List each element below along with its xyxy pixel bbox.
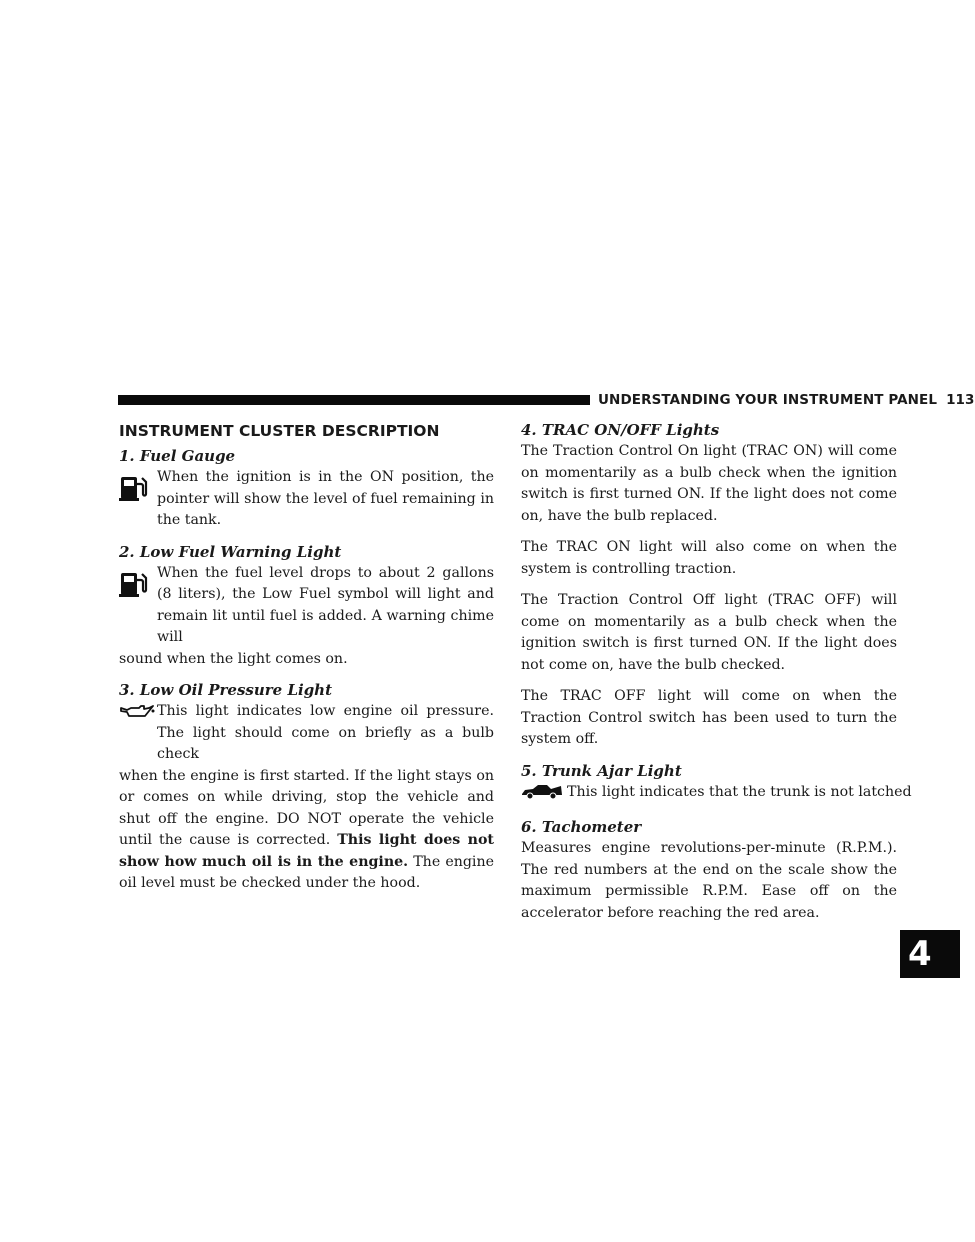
trunk-heading: 5. Trunk Ajar Light <box>521 761 682 780</box>
oil-pressure-text <box>119 766 494 895</box>
low-fuel-text-indented: When the fuel level drops to about 2 gallons (8 liters), the Low Fuel symbol will light and remain lit until fuel is added. A warning chime will <box>157 564 494 645</box>
fuel-gauge-block <box>119 467 494 532</box>
trac-paragraph-3: The Traction Control Off light (TRAC OFF) will come on momentarily as a bulb check when the ignition switch is first turned ON. If the light does not come on, have the bulb checked. <box>521 592 897 673</box>
low-fuel-heading: 2. Low Fuel Warning Light <box>119 542 342 561</box>
low-fuel-text-full: sound when the light comes on. <box>119 650 348 667</box>
oil-pressure-text-after: The engine oil level must be checked under the hood. <box>119 853 494 891</box>
tachometer-heading: 6. Tachometer <box>521 818 642 836</box>
fuel-gauge-text: When the ignition is in the ON position, the pointer will show the level of fuel remaining in the tank. <box>157 469 494 528</box>
oil-pressure-bold-text: This light does not show how much oil is in the engine. <box>119 832 494 870</box>
tachometer-text: Measures engine revolutions-per-minute (R.P.M.). The red numbers at the end on the scale show the maximum permissible R.P.M. Ease off on the accelerator before reaching the red area. <box>521 840 897 921</box>
right-column <box>521 420 912 934</box>
left-column <box>119 420 494 905</box>
chapter-tab: 4 <box>900 930 960 978</box>
oil-pressure-block <box>119 701 494 766</box>
car-trunk-icon <box>521 783 553 815</box>
trac-paragraph-2: The TRAC ON light will also come on when the system is controlling traction. <box>521 539 897 577</box>
fuel-pump-icon <box>119 567 151 599</box>
trac-heading: 4. TRAC ON/OFF Lights <box>521 421 720 439</box>
running-header <box>590 390 975 410</box>
low-fuel-block <box>119 563 494 649</box>
oil-can-icon <box>119 703 151 735</box>
page-number: 113 <box>946 392 975 408</box>
trunk-block <box>521 782 912 804</box>
header-title: UNDERSTANDING YOUR INSTRUMENT PANEL <box>598 392 938 408</box>
fuel-gauge-heading: 1. Fuel Gauge <box>119 447 236 465</box>
oil-pressure-text-indented: This light indicates low engine oil pressure. The light should come on briefly as a bulb check <box>157 703 494 762</box>
section-title: INSTRUMENT CLUSTER DESCRIPTION <box>119 422 440 440</box>
trac-paragraph-4: The TRAC OFF light will come on when the Traction Control switch has been used to turn the system off. <box>521 688 897 747</box>
trunk-text: This light indicates that the trunk is not latched <box>567 783 912 800</box>
oil-pressure-heading: 3. Low Oil Pressure Light <box>119 681 333 699</box>
fuel-pump-icon <box>119 471 151 503</box>
trac-paragraph-1: The Traction Control On light (TRAC ON) will come on momentarily as a bulb check when the ignition switch is first turned ON. If the light does not come on, have the bulb replaced. <box>521 443 897 524</box>
oil-pressure-text-full: when the engine is first started. If the light stays on or comes on while driving, stop the vehicle and shut off the engine. DO NOT operate the vehicle until the cause is corrected. <box>119 767 494 848</box>
